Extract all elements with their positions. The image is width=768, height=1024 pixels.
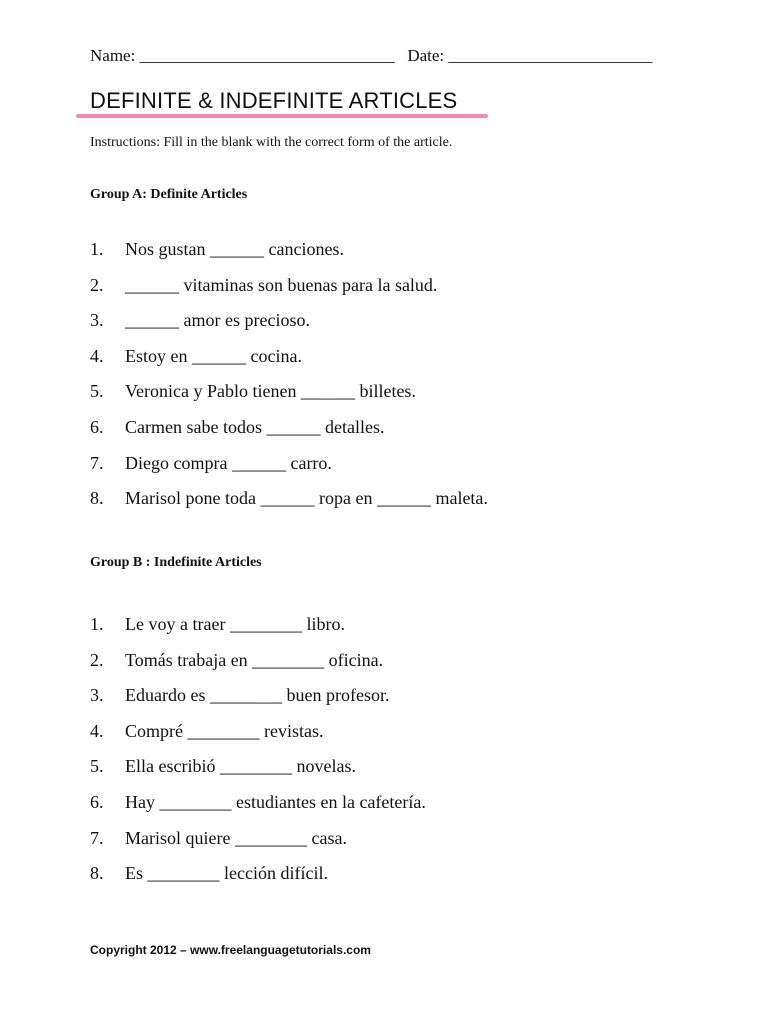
exercise-number: 2. xyxy=(90,649,104,670)
exercise-sentence: Estoy en ______ cocina. xyxy=(125,345,302,366)
exercise-number: 8. xyxy=(90,863,104,884)
exercise-number: 8. xyxy=(90,488,104,509)
exercise-sentence: Hay ________ estudiantes en la cafetería. xyxy=(125,791,426,812)
date-label: Date: ________________________ xyxy=(407,46,653,65)
exercise-sentence: Marisol pone toda ______ ropa en ______ maleta. xyxy=(125,488,488,509)
exercise-sentence: Diego compra ______ carro. xyxy=(125,452,332,473)
exercise-number: 4. xyxy=(90,345,104,366)
exercise-sentence: Es ________ lección difícil. xyxy=(125,863,328,884)
exercise-number: 6. xyxy=(90,416,104,437)
exercise-number: 6. xyxy=(90,791,104,812)
copyright-footer: Copyright 2012 – www.freelanguagetutorials.com xyxy=(90,943,371,957)
exercise-item xyxy=(90,344,488,380)
group-b-heading: Group B : Indefinite Articles xyxy=(90,555,262,570)
exercise-sentence: Tomás trabaja en ________ oficina. xyxy=(125,649,384,670)
title-underline xyxy=(76,114,488,118)
exercise-sentence: Compré ________ revistas. xyxy=(125,720,324,741)
exercise-sentence: Carmen sabe todos ______ detalles. xyxy=(125,416,385,437)
group-b-list xyxy=(90,612,426,897)
exercise-number: 7. xyxy=(90,827,104,848)
exercise-sentence: ______ vitaminas son buenas para la salud. xyxy=(125,274,438,295)
exercise-sentence: Veronica y Pablo tienen ______ billetes. xyxy=(125,381,416,402)
exercise-item xyxy=(90,237,488,273)
exercise-number: 3. xyxy=(90,685,104,706)
exercise-item xyxy=(90,415,488,451)
instructions-text: Instructions: Fill in the blank with the correct form of the article. xyxy=(90,135,453,150)
exercise-number: 4. xyxy=(90,720,104,741)
exercise-item xyxy=(90,451,488,487)
exercise-item xyxy=(90,308,488,344)
exercise-item xyxy=(90,379,488,415)
group-a-heading: Group A: Definite Articles xyxy=(90,187,248,202)
name-label: Name: ______________________________ xyxy=(90,46,395,65)
exercise-item xyxy=(90,612,426,648)
exercise-sentence: Ella escribió ________ novelas. xyxy=(125,756,356,777)
exercise-sentence: Eduardo es ________ buen profesor. xyxy=(125,685,390,706)
exercise-number: 1. xyxy=(90,239,104,259)
exercise-number: 2. xyxy=(90,274,104,295)
exercise-item xyxy=(90,754,426,790)
exercise-number: 3. xyxy=(90,310,104,331)
exercise-number: 1. xyxy=(90,614,104,634)
exercise-item xyxy=(90,861,426,897)
name-date-line xyxy=(90,46,652,66)
exercise-sentence: Nos gustan ______ canciones. xyxy=(125,239,344,259)
exercise-item xyxy=(90,648,426,684)
group-a-list xyxy=(90,237,488,522)
exercise-sentence: Le voy a traer ________ libro. xyxy=(125,614,345,634)
exercise-item xyxy=(90,486,488,522)
exercise-number: 7. xyxy=(90,452,104,473)
exercise-sentence: Marisol quiere ________ casa. xyxy=(125,827,347,848)
exercise-number: 5. xyxy=(90,381,104,402)
exercise-item xyxy=(90,273,488,309)
exercise-item xyxy=(90,826,426,862)
exercise-item xyxy=(90,790,426,826)
exercise-item xyxy=(90,683,426,719)
exercise-item xyxy=(90,719,426,755)
exercise-number: 5. xyxy=(90,756,104,777)
page-title: DEFINITE & INDEFINITE ARTICLES xyxy=(90,88,458,113)
exercise-sentence: ______ amor es precioso. xyxy=(125,310,310,331)
